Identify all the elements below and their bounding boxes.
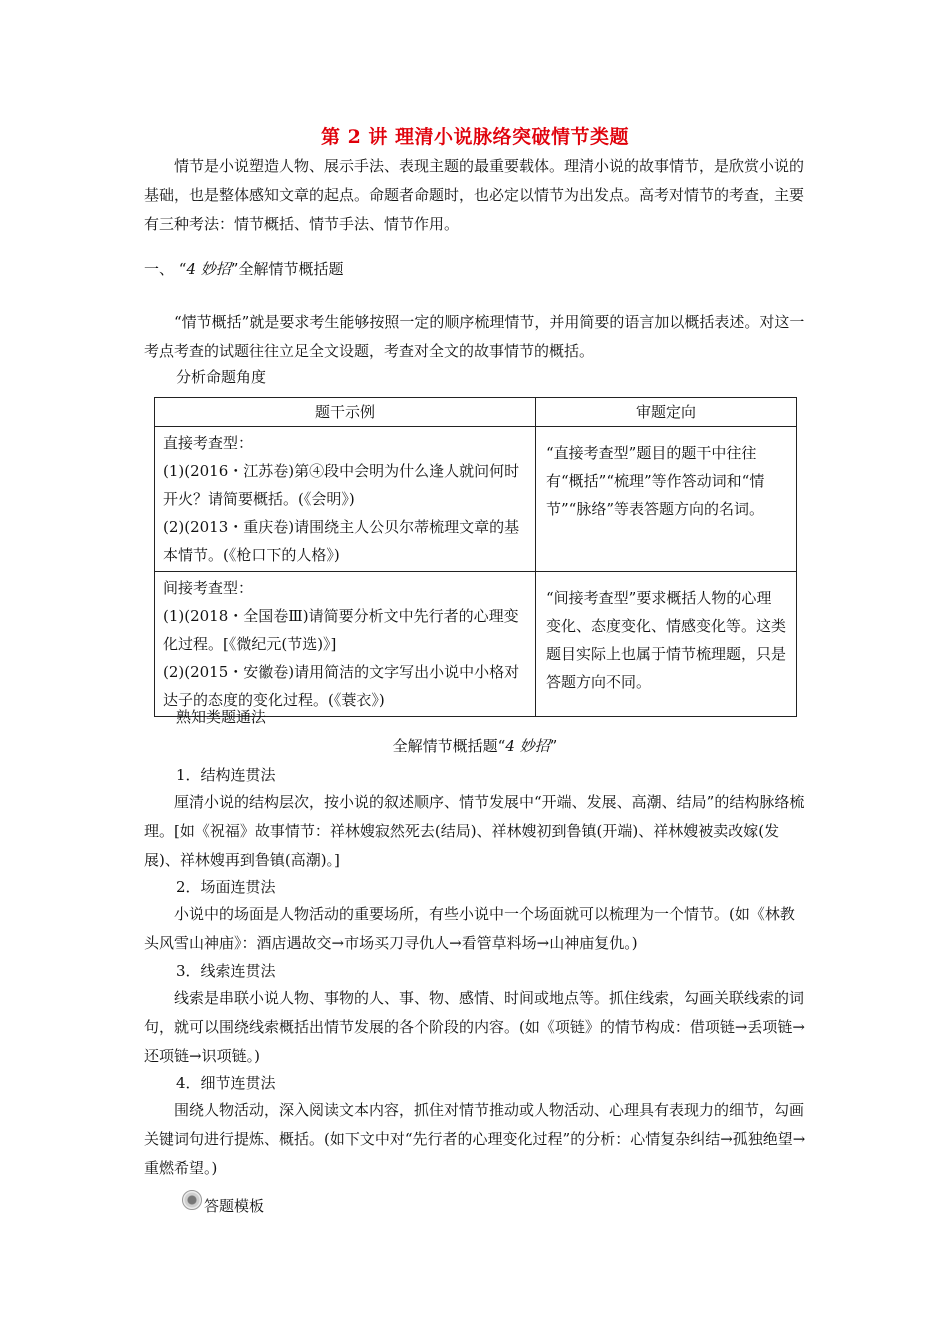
table-header: 题干示例	[155, 398, 536, 427]
method-text: 线索是串联小说人物、事物的人、事、物、感情、时间或地点等。抓住线索，勾画关联线索的词句，就可以围绕线索概括出情节发展的各个阶段的内容。(如《项链》的情节构成：借项链→丢项链→还项链→识项链。)	[144, 989, 805, 1065]
section-quote-open: “	[178, 260, 187, 278]
table-cell-examples	[155, 427, 536, 572]
section-italic: 4 妙招	[186, 260, 231, 278]
table-header-row	[155, 398, 797, 427]
section-heading	[144, 258, 343, 279]
definition-paragraph: “情节概括”就是要求考生能够按照一定的顺序梳理情节，并用简要的语言加以概括表述。对这一考点考查的试题往往立足全文设题，考查对全文的故事情节的概括。	[144, 313, 805, 360]
method-label: 4．细节连贯法	[176, 1074, 276, 1092]
section-quote-close: ”	[230, 260, 239, 278]
intro-paragraph: 情节是小说塑造人物、展示手法、表现主题的最重要载体。理清小说的故事情节，是欣赏小说的基础，也是整体感知文章的起点。命题者命题时，也必定以情节为出发点。高考对情节的考查，主要有三种考法：情节概括、情节手法、情节作用。	[144, 157, 805, 233]
table-header: 审题定向	[536, 398, 797, 427]
method-text: 厘清小说的结构层次，按小说的叙述顺序、情节发展中“开端、发展、高潮、结局”的结构脉络梳理。[如《祝福》故事情节：祥林嫂寂然死去(结局)、祥林嫂初到鲁镇(开端)、祥林嫂被卖改嫁(发展)、祥林嫂再到鲁镇(高潮)。]	[144, 793, 805, 869]
page-title: 第 2 讲 理清小说脉络突破情节类题	[320, 126, 630, 148]
example-item: (1)(2018・全国卷Ⅲ)请简要分析文中先行者的心理变化过程。[《微纪元(节选)》]	[163, 607, 519, 653]
category-title: 间接考查型：	[163, 579, 254, 597]
subheading	[0, 735, 950, 756]
answer-template-label: 答题模板	[204, 1197, 265, 1215]
method-text: 小说中的场面是人物活动的重要场所，有些小说中一个场面就可以梳理为一个情节。(如《林教头风雪山神庙》：酒店遇故交→市场买刀寻仇人→看管草料场→山神庙复仇。)	[144, 905, 795, 952]
section-title: 全解情节概括题	[238, 260, 344, 278]
analysis-label: 分析命题角度	[176, 368, 267, 386]
section-number: 一、	[144, 260, 179, 278]
example-item: (2)(2013・重庆卷)请围绕主人公贝尔蒂梳理文章的基本情节。(《枪口下的人格》)	[163, 518, 520, 564]
example-item: (1)(2016・江苏卷)第④段中会明为什么逢人就问何时开火？请简要概括。(《会明》)	[163, 462, 520, 508]
table-cell-examples	[155, 572, 536, 717]
method-label: 1．结构连贯法	[176, 766, 276, 784]
subheading-suffix: ”	[549, 737, 558, 755]
subheading-italic: 4 妙招	[505, 737, 550, 755]
question-table	[154, 397, 797, 717]
category-title: 直接考查型：	[163, 434, 254, 452]
familiar-label: 熟知类题通法	[176, 708, 267, 726]
method-label: 3．线索连贯法	[176, 962, 276, 980]
table-cell-guidance: “间接考查型”要求概括人物的心理变化、态度变化、情感变化等。这类题目实际上也属于情节梳理题，只是答题方向不同。	[536, 572, 797, 717]
table-row	[155, 572, 797, 717]
bullet-circle-icon	[182, 1190, 202, 1210]
example-item: (2)(2015・安徽卷)请用简洁的文字写出小说中小格对达子的态度的变化过程。(《蓑衣》)	[163, 663, 520, 709]
subheading-prefix: 全解情节概括题“	[392, 737, 506, 755]
method-text: 围绕人物活动，深入阅读文本内容，抓住对情节推动或人物活动、心理具有表现力的细节，勾画关键词句进行提炼、概括。(如下文中对“先行者的心理变化过程”的分析：心情复杂纠结→孤独绝望→重燃希望。)	[144, 1101, 806, 1177]
table-cell-guidance: “直接考查型”题目的题干中往往有“概括”“梳理”等作答动词和“情节”“脉络”等表答题方向的名词。	[536, 427, 797, 572]
method-label: 2．场面连贯法	[176, 878, 276, 896]
table-row	[155, 427, 797, 572]
